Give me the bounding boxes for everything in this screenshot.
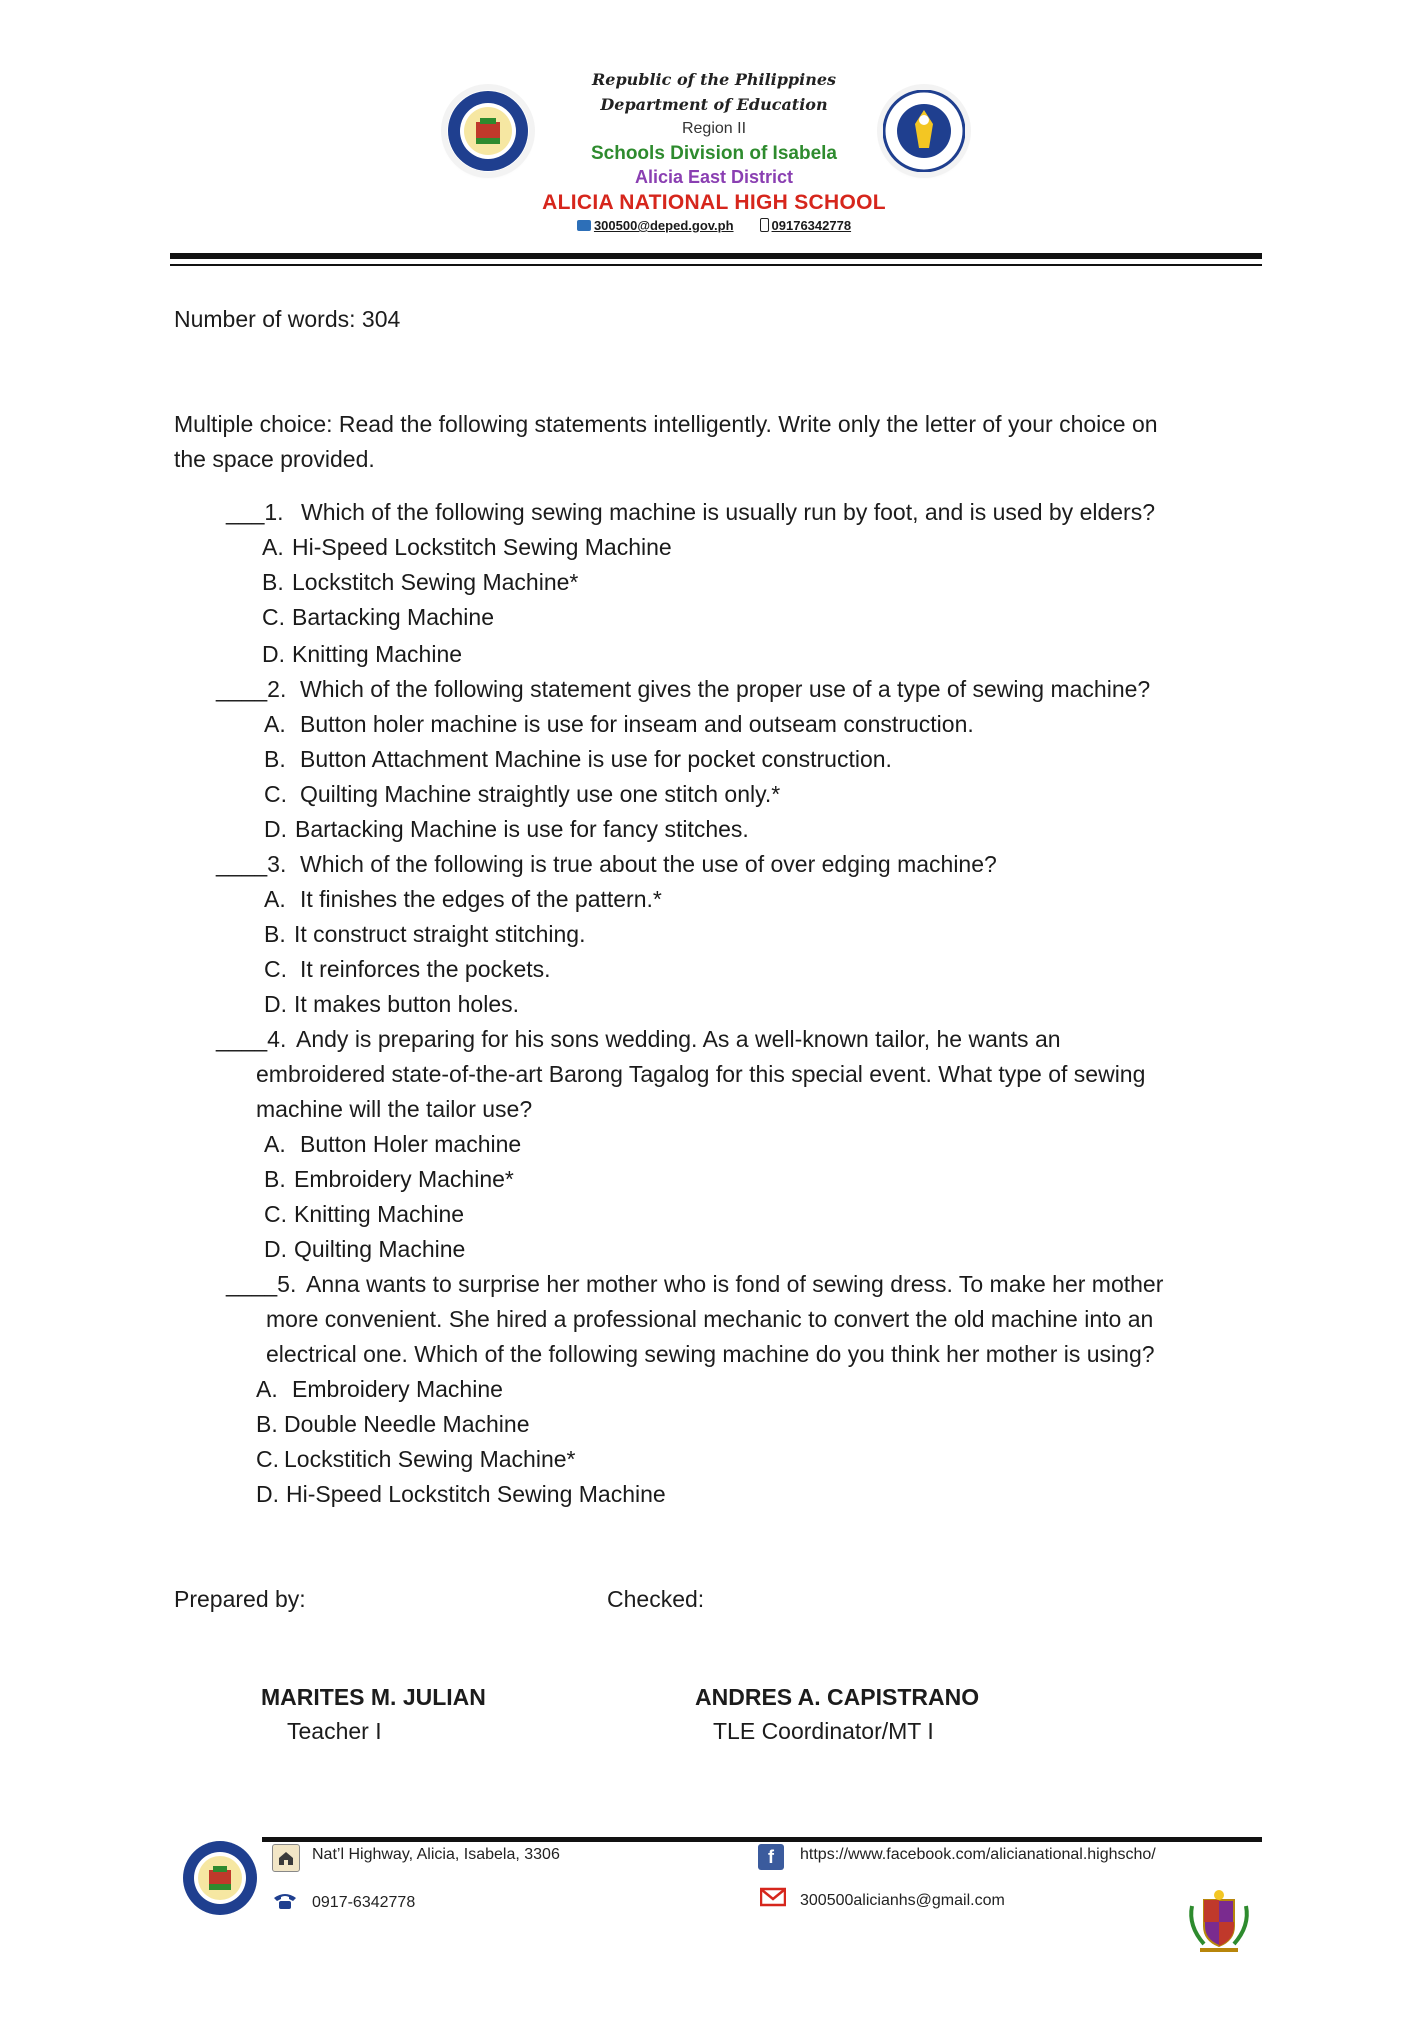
header-divider-thick — [170, 253, 1262, 259]
facebook-icon[interactable]: f — [758, 1844, 784, 1870]
q1-option-b: B. Lockstitch Sewing Machine* — [262, 569, 579, 595]
phone-icon — [760, 218, 769, 232]
header-republic: Republic of the Philippines — [591, 70, 837, 89]
question-3-number: ____3. — [216, 851, 287, 877]
header-division: Schools Division of Isabela — [590, 143, 837, 164]
header-school-name: ALICIA NATIONAL HIGH SCHOOL — [542, 191, 886, 214]
header-email: 300500@deped.gov.ph — [593, 218, 734, 233]
footer-address: Nat’l Highway, Alicia, Isabela, 3306 — [312, 1846, 560, 1863]
footer-divider — [262, 1837, 1262, 1842]
header-region: Region II — [681, 120, 747, 137]
q1-option-c: C. Bartacking Machine — [262, 604, 494, 630]
header-phone: 09176342778 — [771, 218, 852, 233]
q2-option-b: B. Button Attachment Machine is use for pocket construction. — [264, 746, 892, 772]
header-district: Alicia East District — [634, 167, 794, 187]
footer-phone: 0917-6342778 — [312, 1894, 416, 1911]
preparer-title: Teacher I — [287, 1718, 382, 1744]
question-4-text-line-1: Andy is preparing for his sons wedding. As a well-known tailor, he wants an — [296, 1026, 1061, 1052]
q5-option-b: B. Double Needle Machine — [256, 1411, 530, 1437]
q4-option-a: A. Button Holer machine — [264, 1131, 522, 1157]
checker-name: ANDRES A. CAPISTRANO — [695, 1684, 980, 1710]
q3-option-a: A. It finishes the edges of the pattern.* — [264, 886, 662, 912]
question-2 — [216, 675, 1150, 703]
question-5-text-line-1: Anna wants to surprise her mother who is fond of sewing dress. To make her mother — [306, 1271, 1164, 1297]
q3-option-b: B. It construct straight stitching. — [264, 921, 586, 947]
footer-school-seal-logo — [182, 1840, 258, 1921]
prepared-by-label: Prepared by: — [174, 1586, 306, 1612]
home-icon — [272, 1844, 300, 1872]
question-4-text-line-3: machine will the tailor use? — [256, 1096, 533, 1122]
question-4-number: ____4. — [216, 1026, 287, 1052]
q2-option-d: D. Bartacking Machine is use for fancy stitches. — [264, 816, 749, 842]
footer-facebook-link[interactable]: https://www.facebook.com/alicianational.highscho/ — [800, 1846, 1156, 1863]
q5-option-a: A. Embroidery Machine — [256, 1376, 503, 1402]
question-2-text: Which of the following statement gives the proper use of a type of sewing machine? — [300, 676, 1151, 702]
telephone-icon — [272, 1888, 298, 1914]
q3-option-c: C. It reinforces the pockets. — [264, 956, 551, 982]
question-5-number: ____5. — [226, 1271, 297, 1297]
header-divider-thin — [170, 264, 1262, 266]
header-contact — [0, 218, 1428, 233]
word-count: Number of words: 304 — [174, 306, 401, 332]
question-3-text: Which of the following is true about the use of over edging machine? — [300, 851, 997, 877]
question-4 — [216, 1025, 1061, 1053]
question-4-text-line-2: embroidered state-of-the-art Barong Tagalog for this special event. What type of sewing — [256, 1061, 1146, 1087]
question-5-text-line-2: more convenient. She hired a professional mechanic to convert the old machine into an — [266, 1306, 1154, 1332]
q2-option-c: C. Quilting Machine straightly use one stitch only.* — [264, 781, 781, 807]
question-1 — [226, 498, 1155, 526]
q1-option-a: A. Hi-Speed Lockstitch Sewing Machine — [262, 534, 672, 560]
question-5 — [226, 1270, 1163, 1298]
instructions-line-2: the space provided. — [174, 446, 375, 472]
preparer-name: MARITES M. JULIAN — [261, 1684, 486, 1710]
q3-option-d: D. It makes button holes. — [264, 991, 520, 1017]
q4-option-c: C. Knitting Machine — [264, 1201, 465, 1227]
q2-option-a: A. Button holer machine is use for inseam and outseam construction. — [264, 711, 974, 737]
question-1-text: Which of the following sewing machine is usually run by foot, and is used by elders? — [301, 499, 1156, 525]
q5-option-c: C. Lockstitich Sewing Machine* — [256, 1446, 576, 1472]
district-crest-logo — [1184, 1886, 1254, 1961]
instructions-line-1: Multiple choice: Read the following statements intelligently. Write only the letter of your choice on — [174, 411, 1158, 437]
question-2-number: ____2. — [216, 676, 287, 702]
q5-option-d: D. Hi-Speed Lockstitch Sewing Machine — [256, 1481, 666, 1507]
question-1-number: ___1. — [226, 499, 284, 525]
envelope-icon — [760, 1884, 786, 1910]
checker-title: TLE Coordinator/MT I — [713, 1718, 934, 1744]
header-department: Department of Education — [600, 95, 828, 114]
email-icon — [577, 220, 591, 231]
question-5-text-line-3: electrical one. Which of the following sewing machine do you think her mother is using? — [266, 1341, 1155, 1367]
question-3 — [216, 850, 997, 878]
q4-option-d: D. Quilting Machine — [264, 1236, 466, 1262]
footer-email[interactable]: 300500alicianhs@gmail.com — [800, 1892, 1005, 1909]
q1-option-d: D. Knitting Machine — [262, 641, 463, 667]
q4-option-b: B. Embroidery Machine* — [264, 1166, 514, 1192]
checked-label: Checked: — [607, 1586, 705, 1612]
